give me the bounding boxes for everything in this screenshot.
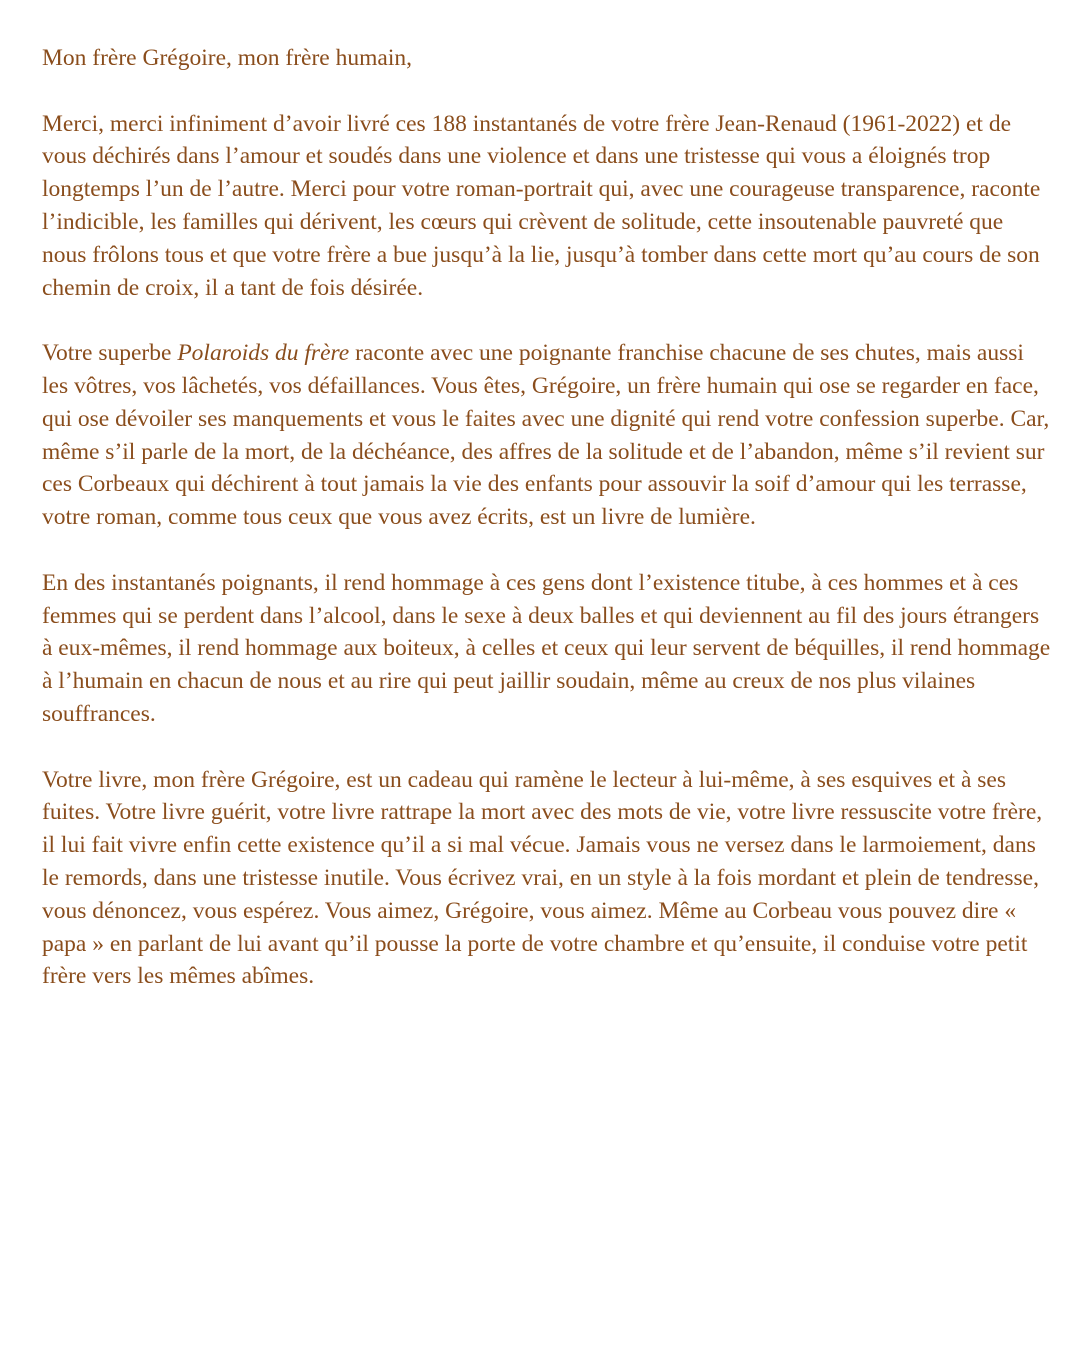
paragraph-4: Votre livre, mon frère Grégoire, est un cadeau qui ramène le lecteur à lui-même, à ses esquives et à ses fuites. Votre livre guérit, votre livre rattrape la mort avec des mots de vie, votre livre ressuscite votre frère, il lui fait vivre enfin cette existence qu’il a si mal vécue. Jamais vous ne versez dans le larmoiement, dans le remords, dans une tristesse inutile. Vous écrivez vrai, en un style à la fois mordant et plein de tendresse, vous dénoncez, vous espérez. Vous aimez, Grégoire, vous aimez. Même au Corbeau vous pouvez dire « papa » en parlant de lui avant qu’il pousse la porte de votre chambre et qu’ensuite, il conduise votre petit frère vers les mêmes abîmes. xyxy=(42,766,1043,990)
paragraph-2 xyxy=(42,337,1052,534)
letter-greeting: Mon frère Grégoire, mon frère humain, xyxy=(42,45,412,71)
paragraph-2-rest: raconte avec une poignante franchise chacune de ses chutes, mais aussi les vôtres, vos lâchetés, vos défaillances. Vous êtes, Grégoire, un frère humain qui ose se regarder en face, qui ose dévoiler ses manquements et vous le faites avec une dignité qui rend votre confession superbe. Car, même s’il parle de la mort, de la déchéance, des affres de la solitude et de l’abandon, même s’il revient sur ces Corbeaux qui déchirent à tout jamais la vie des enfants pour assouvir la soif d’amour qui les terrasse, votre roman, comme tous ceux que vous avez écrits, est un livre de lumière. xyxy=(42,340,1050,531)
paragraph-2-start: Votre superbe xyxy=(42,340,178,367)
book-title: Polaroids du frère xyxy=(177,340,350,367)
paragraph-3: En des instantanés poignants, il rend hommage à ces gens dont l’existence titube, à ces hommes et à ces femmes qui se perdent dans l’alcool, dans le sexe à deux balles et qui deviennent au fil des jours étrangers à eux-mêmes, il rend hommage aux boiteux, à celles et ceux qui leur servent de béquilles, il rend hommage à l’humain en chacun de nous et au rire qui peut jaillir soudain, même au creux de nos plus vilaines souffrances. xyxy=(42,569,1051,727)
paragraph-1: Merci, merci infiniment d’avoir livré ces 188 instantanés de votre frère Jean-Renaud (1961-2022) et de vous déchirés dans l’amour et soudés dans une violence et dans une tristesse qui vous a éloignés trop longtemps l’un de l’autre. Merci pour votre roman-portrait qui, avec une courageuse transparence, raconte l’indicible, les familles qui dérivent, les cœurs qui crèvent de solitude, cette insoutenable pauvreté que nous frôlons tous et que votre frère a bue jusqu’à la lie, jusqu’à tomber dans cette mort qu’au cours de son chemin de croix, il a tant de fois désirée. xyxy=(42,110,1041,301)
letter-body xyxy=(42,42,1052,993)
